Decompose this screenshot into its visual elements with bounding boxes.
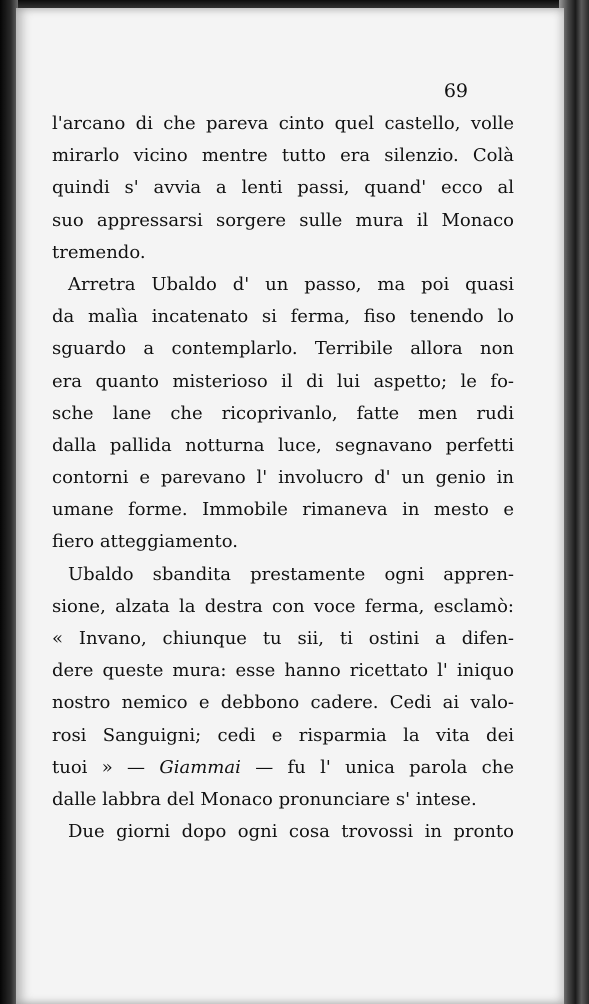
text-line: sche lane che ricoprivanlo, fatte men rudi [52, 402, 514, 424]
text-line: suo appressarsi sorgere sulle mura il Monaco [52, 209, 514, 231]
text-line: tremendo. [52, 241, 146, 263]
text-line: fiero atteggiamento. [52, 531, 238, 553]
page-number: 69 [443, 80, 468, 102]
text-line: nostro nemico e debbono cadere. Cedi ai valo- [52, 692, 514, 714]
text-line: Arretra Ubaldo d' un passo, ma poi quasi [68, 273, 514, 295]
text-line: dere queste mura: esse hanno ricettato l' iniquo [52, 660, 514, 682]
text-line: Due giorni dopo ogni cosa trovossi in pronto [68, 821, 514, 843]
text-line: contorni e parevano l' involucro d' un genio in [52, 467, 514, 489]
book-page [16, 8, 564, 1004]
body-text [52, 108, 514, 848]
text-line: sguardo a contemplarlo. Terribile allora non [52, 338, 514, 360]
text-line: mirarlo vicino mentre tutto era silenzio. Colà [52, 145, 514, 167]
text-line: dalla pallida notturna luce, segnavano perfetti [52, 434, 514, 456]
text-line: Ubaldo sbandita prestamente ogni appren- [68, 563, 514, 585]
text-line: l'arcano di che pareva cinto quel castello, volle [52, 113, 514, 134]
text-line: quindi s' avvia a lenti passi, quand' ecco al [52, 177, 514, 199]
text-line: sione, alzata la destra con voce ferma, esclamò: [52, 595, 514, 617]
text-line: dalle labbra del Monaco pronunciare s' intese. [52, 788, 477, 810]
text-line: « Invano, chiunque tu sii, ti ostini a difen- [52, 628, 514, 649]
text-line: rosi Sanguigni; cedi e risparmia la vita dei [52, 724, 514, 746]
text-line: era quanto misterioso il di lui aspetto; le fo- [52, 370, 514, 392]
text-line: da malìa incatenato si ferma, fiso tenendo lo [52, 306, 514, 328]
text-line: umane forme. Immobile rimaneva in mesto e [52, 499, 514, 521]
text-line: tuoi » — Giammai — fu l' unica parola che [52, 756, 514, 778]
